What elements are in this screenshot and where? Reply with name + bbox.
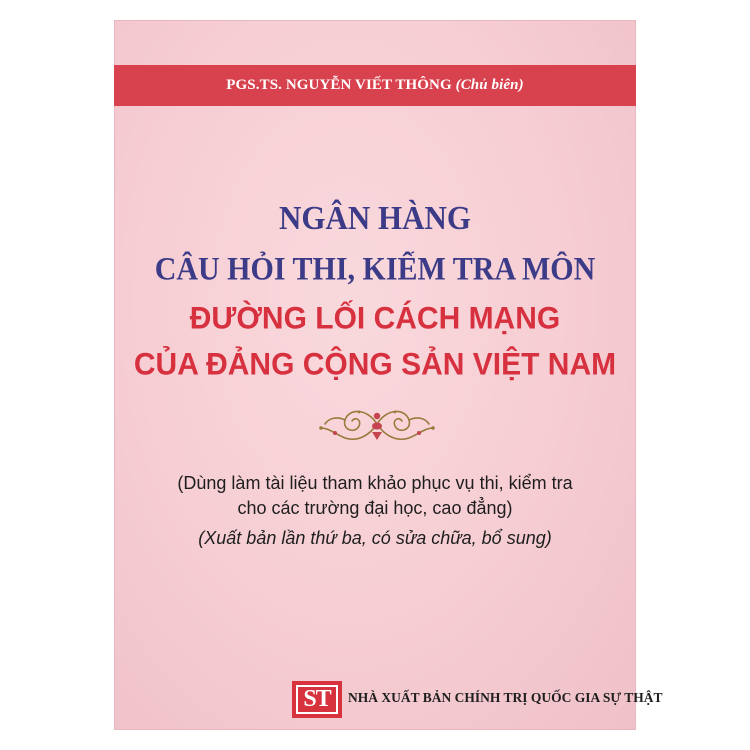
author-role: (Chủ biên) (455, 77, 524, 93)
title-line-4: CỦA ĐẢNG CỘNG SẢN VIỆT NAM (133, 347, 617, 382)
subtitle-line-2: cho các trường đại học, cao đẳng) (237, 498, 513, 518)
publisher-logo (292, 681, 342, 718)
title-line-1: NGÂN HÀNG (278, 198, 472, 237)
book-cover (114, 20, 636, 730)
subtitle-line-1: (Dùng làm tài liệu tham khảo phục vụ thi, kiểm tra (177, 473, 573, 493)
scroll-flourish-icon (315, 402, 439, 446)
publisher-name: NHÀ XUẤT BẢN CHÍNH TRỊ QUỐC GIA SỰ THẬT (348, 690, 663, 705)
author-line (226, 77, 523, 94)
title-line-2: CÂU HỎI THI, KIỂM TRA MÔN (154, 251, 596, 288)
title-line-3: ĐƯỜNG LỐI CÁCH MẠNG (189, 301, 561, 336)
author-band (114, 65, 636, 106)
edition-note: (Xuất bản lần thứ ba, có sửa chữa, bổ sung) (198, 528, 552, 548)
publisher-logo-text: ST (296, 685, 338, 714)
author-name: PGS.TS. NGUYỄN VIẾT THÔNG (226, 77, 452, 93)
